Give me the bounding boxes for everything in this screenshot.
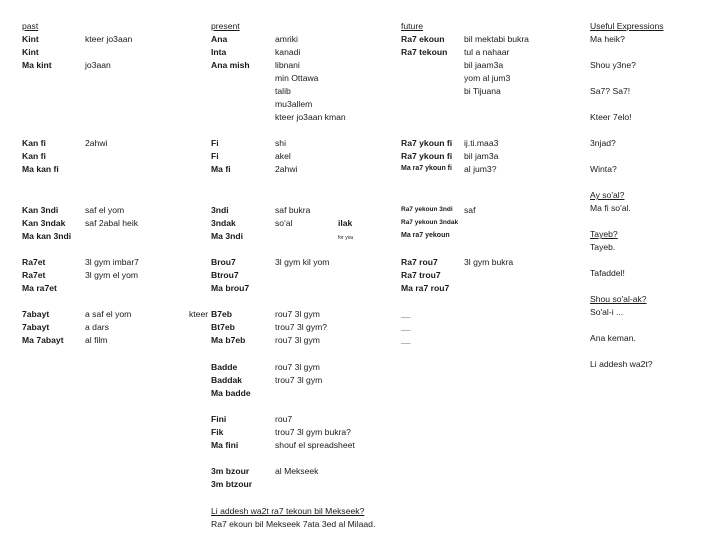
- useful-expression: Tayeb.: [590, 242, 616, 252]
- future-term: Ra7 tekoun: [401, 47, 448, 57]
- present-value: trou7 3l gym: [275, 375, 323, 385]
- present-value: amriki: [275, 34, 298, 44]
- present-term: Ana: [211, 34, 228, 44]
- present-value: kanadi: [275, 47, 301, 57]
- past-term: Ma kan fi: [22, 164, 59, 174]
- present-value: min Ottawa: [275, 73, 319, 83]
- present-term: Ma 3ndi: [211, 231, 243, 241]
- present-value: libnani: [275, 60, 300, 70]
- present-value: rou7: [275, 414, 293, 424]
- future-term: Ra7 yekoun 3ndak: [401, 219, 459, 226]
- useful-expression: Shou y3ne?: [590, 60, 636, 70]
- present-value: rou7 3l gym: [275, 362, 320, 372]
- useful-expression: Tayeb?: [590, 229, 618, 239]
- past-term: 7abayt: [22, 322, 50, 332]
- future-value: 3l gym bukra: [464, 257, 514, 267]
- present-value: so'al: [275, 218, 293, 228]
- present-term: Fi: [211, 138, 219, 148]
- past-term: Kan fi: [22, 138, 46, 148]
- future-value: al jum3?: [464, 164, 497, 174]
- future-term: Ra7 ykoun fi: [401, 151, 453, 161]
- present-value: rou7 3l gym: [275, 335, 320, 345]
- present-value: 2ahwi: [275, 164, 298, 174]
- future-term: Ra7 yekoun 3ndi: [401, 206, 453, 213]
- column-header-present: present: [211, 21, 240, 31]
- useful-expression: Sa7? Sa7!: [590, 86, 631, 96]
- question-text: Li addesh wa2t ra7 tekoun bil Mekseek?: [211, 506, 365, 516]
- present-term: Ana mish: [211, 60, 250, 70]
- past-value: 3l gym imbar7: [85, 257, 139, 267]
- future-term: __: [401, 335, 411, 345]
- past-value: saf el yom: [85, 205, 125, 215]
- present-value: shouf el spreadsheet: [275, 440, 355, 450]
- useful-expression: Ma fi so'al.: [590, 203, 631, 213]
- present-term: Ma b7eb: [211, 335, 246, 345]
- useful-expression: Winta?: [590, 164, 617, 174]
- present-term: Fi: [211, 151, 219, 161]
- future-value: tul a nahaar: [464, 47, 510, 57]
- past-value: jo3aan: [85, 60, 111, 70]
- future-term: Ma ra7 rou7: [401, 283, 450, 293]
- past-value: 2ahwi: [85, 138, 108, 148]
- useful-expression: Kteer 7elo!: [590, 112, 632, 122]
- past-term: Kint: [22, 34, 39, 44]
- present-value: talib: [275, 86, 291, 96]
- present-value: mu3allem: [275, 99, 313, 109]
- present-value: shi: [275, 138, 286, 148]
- past-value: kteer jo3aan: [85, 34, 133, 44]
- future-term: Ma ra7 ykoun fi: [401, 165, 452, 172]
- future-term: Ra7 ykoun fi: [401, 138, 453, 148]
- future-value: yom al jum3: [464, 73, 511, 83]
- present-term: Baddak: [211, 375, 243, 385]
- useful-expression: Tafaddel!: [590, 268, 625, 278]
- future-value: bil jam3a: [464, 151, 499, 161]
- past-term: Ra7et: [22, 257, 46, 267]
- present-term: Brou7: [211, 257, 236, 267]
- past-term: Kan 3ndi: [22, 205, 59, 215]
- future-value: saf: [464, 205, 476, 215]
- present-term: Btrou7: [211, 270, 239, 280]
- past-term: Ma ra7et: [22, 283, 57, 293]
- useful-expression: Shou so'al-ak?: [590, 294, 647, 304]
- past-value: 3l gym el yom: [85, 270, 139, 280]
- past-term: Kint: [22, 47, 39, 57]
- present-term: Bt7eb: [211, 322, 235, 332]
- present-term: Inta: [211, 47, 227, 57]
- present-term: Ma badde: [211, 388, 251, 398]
- useful-expression: So'al-i ...: [590, 307, 624, 317]
- present-term: Ma fini: [211, 440, 239, 450]
- future-value: ij.ti.maa3: [464, 138, 499, 148]
- present-value: saf bukra: [275, 205, 311, 215]
- past-term: Ra7et: [22, 270, 46, 280]
- future-term: Ma ra7 yekoun: [401, 232, 450, 239]
- floating-note: kteer: [189, 309, 209, 319]
- future-term: Ra7 ekoun: [401, 34, 445, 44]
- column-header-past: past: [22, 21, 39, 31]
- column-header-future: future: [401, 21, 423, 31]
- past-term: Ma kan 3ndi: [22, 231, 72, 241]
- past-term: Kan fi: [22, 151, 46, 161]
- past-term: Ma 7abayt: [22, 335, 64, 345]
- present-term: Fini: [211, 414, 227, 424]
- note-for-you: for you: [338, 235, 354, 241]
- useful-expression: Ana keman.: [590, 333, 636, 343]
- present-term: Ma brou7: [211, 283, 250, 293]
- past-value: a saf el yom: [85, 309, 132, 319]
- future-term: __: [401, 309, 411, 319]
- future-value: bi Tijuana: [464, 86, 501, 96]
- useful-expression: Li addesh wa2t?: [590, 359, 653, 369]
- present-term: 3m bzour: [211, 466, 250, 476]
- present-term: 3m btzour: [211, 479, 253, 489]
- present-value: rou7 3l gym: [275, 309, 320, 319]
- useful-expression: Ma heik?: [590, 34, 625, 44]
- present-value: akel: [275, 151, 291, 161]
- future-term: Ra7 trou7: [401, 270, 441, 280]
- useful-expression: Ay so'al?: [590, 190, 625, 200]
- present-value: trou7 3l gym bukra?: [275, 427, 351, 437]
- present-value: kteer jo3aan kman: [275, 112, 346, 122]
- column-header-useful: Useful Expressions: [590, 21, 664, 31]
- future-value: bil mektabi bukra: [464, 34, 529, 44]
- past-term: Kan 3ndak: [22, 218, 66, 228]
- past-value: saf 2abal heik: [85, 218, 139, 228]
- future-term: __: [401, 322, 411, 332]
- present-value: 3l gym kil yom: [275, 257, 330, 267]
- present-term: 3ndak: [211, 218, 236, 228]
- present-term: B7eb: [211, 309, 233, 319]
- future-value: bil jaam3a: [464, 60, 504, 70]
- present-term: Fik: [211, 427, 224, 437]
- answer-text: Ra7 ekoun bil Mekseek 7ata 3ed al Milaad.: [211, 519, 376, 529]
- past-value: a dars: [85, 322, 109, 332]
- present-term: Ma fi: [211, 164, 231, 174]
- past-term: 7abayt: [22, 309, 50, 319]
- present-value: al Mekseek: [275, 466, 319, 476]
- note-ilak: ilak: [338, 218, 353, 228]
- present-term: 3ndi: [211, 205, 229, 215]
- useful-expression: 3njad?: [590, 138, 616, 148]
- past-term: Ma kint: [22, 60, 52, 70]
- present-term: Badde: [211, 362, 238, 372]
- past-value: al film: [85, 335, 108, 345]
- present-value: trou7 3l gym?: [275, 322, 328, 332]
- future-term: Ra7 rou7: [401, 257, 438, 267]
